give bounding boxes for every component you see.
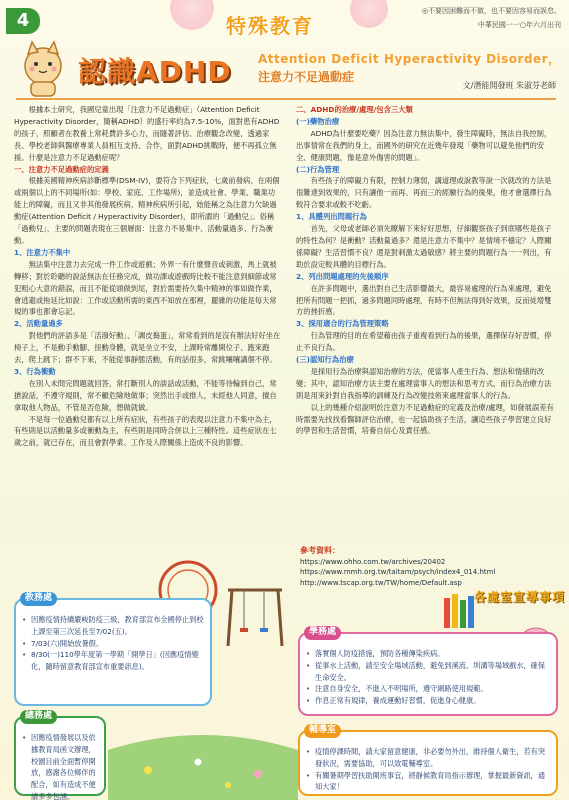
section-paragraph: 行為管理的目的在希望藉由孩子重複看到行為的後果，選擇保存好習慣，停止不良行為。 bbox=[296, 331, 552, 353]
notice-item: • 有關暑期學習扶助開班事宜，將靜候教育局指示辦理，掌握最新資訊，通知大家！ bbox=[306, 770, 550, 794]
notice-item: • 因應疫情發展以及依據教育局函文辦理，校園目前全面暫停開放，感謝各位鄉伴的配合，如有造成不便請多多包涵。 bbox=[22, 732, 98, 800]
section-paragraph: 在許多問題中，選出對自己生活影響最大，最容易處理的行為來處理，避免把所有問題一把抓，過多問題同時處理，有時不但無法得到好效果，反而徒增雙方的挫折感。 bbox=[296, 283, 552, 317]
subsection-heading: 1、具體列出問題行為 bbox=[296, 212, 367, 222]
blossom-decoration bbox=[350, 0, 388, 28]
article-column-left bbox=[14, 104, 282, 449]
issue-date: 中華民國一一○年六月出刊 bbox=[477, 21, 561, 29]
section-paragraph: 首先，父母或老師必須先瞭解下來好好思想，仔細觀察孩子到底哪些是孩子的特性為何？是衝動？活動量過多？還是注意力不集中？是情境不穩定？人際關係障礙？生活習慣不良？還是對刺激太過敏感？將主要的問題行為一一列出，有助於設定較具體的目標行為。 bbox=[296, 224, 552, 269]
blossom-decoration bbox=[170, 0, 214, 30]
motto-text: ◎不要因困難而不做，也不要因容易而誤怠。 bbox=[421, 7, 561, 15]
reference-link[interactable]: https://www.mmh.org.tw/taitam/psych/index4_014.html bbox=[300, 568, 496, 576]
notice-item: • 因應疫情持續嚴峻防疫三級，教育部宣布全國停止到校上課至第三次延長至7/02(五)。 bbox=[22, 614, 204, 638]
section-paragraph: 對他們的評語多是「活潑好動」、「調皮搗蛋」，常常看到的是沒有辦法好好坐在椅子上，不是動手動腳、扭動身體，就是坐立不安，上課時常離開位子、跑來跑去，爬上跳下；群不下來，不能從事靜態活動，有的話很多，常跳嚷嚷講個不停。 bbox=[14, 331, 281, 365]
subsection-heading: (二)行為管理 bbox=[296, 164, 340, 174]
notice-tag: 教務處 bbox=[20, 592, 57, 606]
section-paragraph: 不是每一位過動兒都有以上所有症狀，有些孩子的表現以注意力不集中為主，有些則是以活動量多或衝動為主，有些則是同時合併以上三種特性。這些症狀在七歲之前，就已存在，而且會對學業、工作及人際關係上造成不良的影響。 bbox=[14, 414, 277, 448]
subsection-heading: 2、活動量過多 bbox=[14, 319, 63, 329]
subsection-heading: 1、注意力不集中 bbox=[14, 247, 71, 257]
notice-item: • 作息正常有規律，養成運動好習慣，促進身心健康。 bbox=[306, 695, 550, 707]
notice-item: • 落實個人防疫措施，預防各種傳染疾病。 bbox=[306, 648, 550, 660]
notice-tag: 總務處 bbox=[20, 710, 57, 724]
student-affairs-notice bbox=[298, 627, 558, 716]
article-title: 認識ADHD bbox=[78, 55, 232, 88]
references bbox=[300, 546, 550, 588]
article-column-right bbox=[296, 104, 558, 437]
references-heading: 參考資料： bbox=[300, 546, 340, 555]
notice-item: • 從事水上活動，請至安全場域活動，避免到溪流、圳溝等場域戲水，確保生命安全。 bbox=[306, 660, 550, 684]
page-header bbox=[0, 0, 569, 40]
article-title-block bbox=[10, 40, 562, 102]
subsection-heading: 3、行為衝動 bbox=[14, 366, 56, 376]
announcements-banner: 各處室宣導事項 bbox=[474, 590, 566, 604]
page-number: 4 bbox=[6, 8, 40, 34]
section-heading: 一、注意力不足過動症的定義 bbox=[14, 164, 109, 174]
notice-tag: 學務處 bbox=[304, 626, 341, 640]
notice-tag: 輔導室 bbox=[304, 724, 341, 738]
article-author: 文/潛能開發班 朱淑芬老師 bbox=[462, 81, 556, 90]
section-paragraph: ADHD為什麼要吃藥？因為注意力無法集中，發生障礙時，無法自我控制，出事情常在我們的身上，而國外的研究在近幾年發現「藥物可以避免他們的安全、健康問題，像是意外傷害的問題」。 bbox=[296, 128, 552, 162]
section-title: 特殊教育 bbox=[226, 14, 314, 38]
subsection-heading: (三)認知行為治療 bbox=[296, 355, 354, 365]
section-heading: 二、ADHD的治療/處理/包含三大類 bbox=[296, 105, 413, 114]
section-paragraph: 在別人未問完問題就回答，常打斷別人的談話或活動，不能等待輪到自己，常搶說話，不遵守規則，常不顧危險地做事；突然出手或推人，未經他人同意，擅自拿取他人物品，不管是否危險，想做就做。 bbox=[14, 378, 277, 412]
notice-item: • 7/03(六)開始放暑假。 bbox=[22, 638, 204, 650]
notice-item: • 注意自身安全，不進入不明場所，遵守網路使用規範。 bbox=[306, 683, 550, 695]
general-affairs-notice bbox=[14, 711, 106, 800]
section-paragraph: 無法集中注意力去完成一件工作或遊戲；外界一有什麼聲音或刺激，馬上就被轉移；對於聆聽的說話無法在任務完成，做功課或遊戲時比較不能注意到細節或常犯粗心大意的錯誤，而且不能從頭做到尾，對於需要持久集中精神的事如做作業，會逃避或拖延比如說：工作或活動所需的東西不知放在那裡，麗雜的功能是每天常規的事也都會忘記。 bbox=[14, 259, 277, 317]
notice-item: • 疫情停課時間，請大家留意健康，非必要勿外出，維持個人衛生，若有突發狀況，需要協助，可以致電輔導室。 bbox=[306, 746, 550, 770]
subsection-heading: (一)藥物治療 bbox=[296, 116, 340, 126]
section-paragraph: 根據美國精神疾病診斷標準(DSM-IV)，要符合下列症狀，七歲前發病、在兩個或兩個以上的不同場所(如：學校、家庭、工作場所)，並造成社會、學業、職業功能上的障礙，而且又非其他發展疾病、精神疾病所引起，始能稱之為注意力欠缺過動症(Attention Deficit / Hyperactivity Disorder)，即所謂的「過動兒」。俗稱「過動兒」，主要的問題表現在三個層面：注意力不易集中、活動量過多、行為衝動。 bbox=[14, 176, 280, 245]
academic-affairs-notice bbox=[14, 593, 212, 706]
notice-item: • 8/30(一)110學年度第一學期「開學日」(因應疫情變化，隨時留意教育部宣布重要訊息)。 bbox=[22, 649, 204, 673]
subsection-heading: 2、列出問題處理的先後順序 bbox=[296, 271, 389, 281]
reference-link[interactable]: http://www.tscap.org.tw/TW/home/Default.asp bbox=[300, 578, 462, 587]
reference-link[interactable]: https://www.ohho.com.tw/archives/20402 bbox=[300, 557, 446, 566]
section-paragraph: 以上的幾種介紹說明於注意力不足過動症的定義及治療/處理，如發展誤差有時需要先找找看醫師評估治療，也一起協助孩子生活，讓這些孩子學習建立良好的學習和生活習慣，培養自信心及責任感。 bbox=[296, 402, 554, 436]
intro-paragraph: 根據本土研究，我國兒童出現「注意力不足過動症」（Attention Deficit Hyperactivity Disorder，簡稱ADHD）的盛行率約為7.5-10%，面對患有ADHD的孩子，照顧者在教養上常耗費許多心力，而隨著評估、治療觀念改變，透過家長、學校老師與醫療專業人員相互支持、合作，面對ADHD挑戰時，便不再孤立無援。什麼是注意力不足過動症呢？ bbox=[14, 105, 280, 162]
article-title-chinese: 注意力不足過動症 bbox=[258, 70, 355, 84]
subsection-heading: 3、採用適合的行為管理策略 bbox=[296, 319, 389, 329]
cat-mascot-icon bbox=[14, 40, 72, 98]
article-title-english: Attention Deficit Hyperactivity Disorder， bbox=[258, 52, 561, 66]
section-paragraph: 有些孩子的障礙力有限，控制力薄弱，講道理或說教等說一次就改的方法是很難達到效果的，只有讓他一而再、再而三的經驗行為的後果，他才會選擇行為較符合要求或較不吃虧。 bbox=[296, 176, 552, 210]
grass-decoration bbox=[108, 690, 298, 800]
counseling-office-notice bbox=[298, 725, 558, 796]
title-divider bbox=[16, 98, 556, 100]
section-paragraph: 是採用行為治療與認知治療的方法，使當事人產生行為、想法和情緒的改變；其中，認知治療方法主要在處理當事人的想法和思考方式，而行為治療方法則是用來針對自我指導的訓練及行為改變技術來處理當事人的行為。 bbox=[296, 366, 552, 400]
